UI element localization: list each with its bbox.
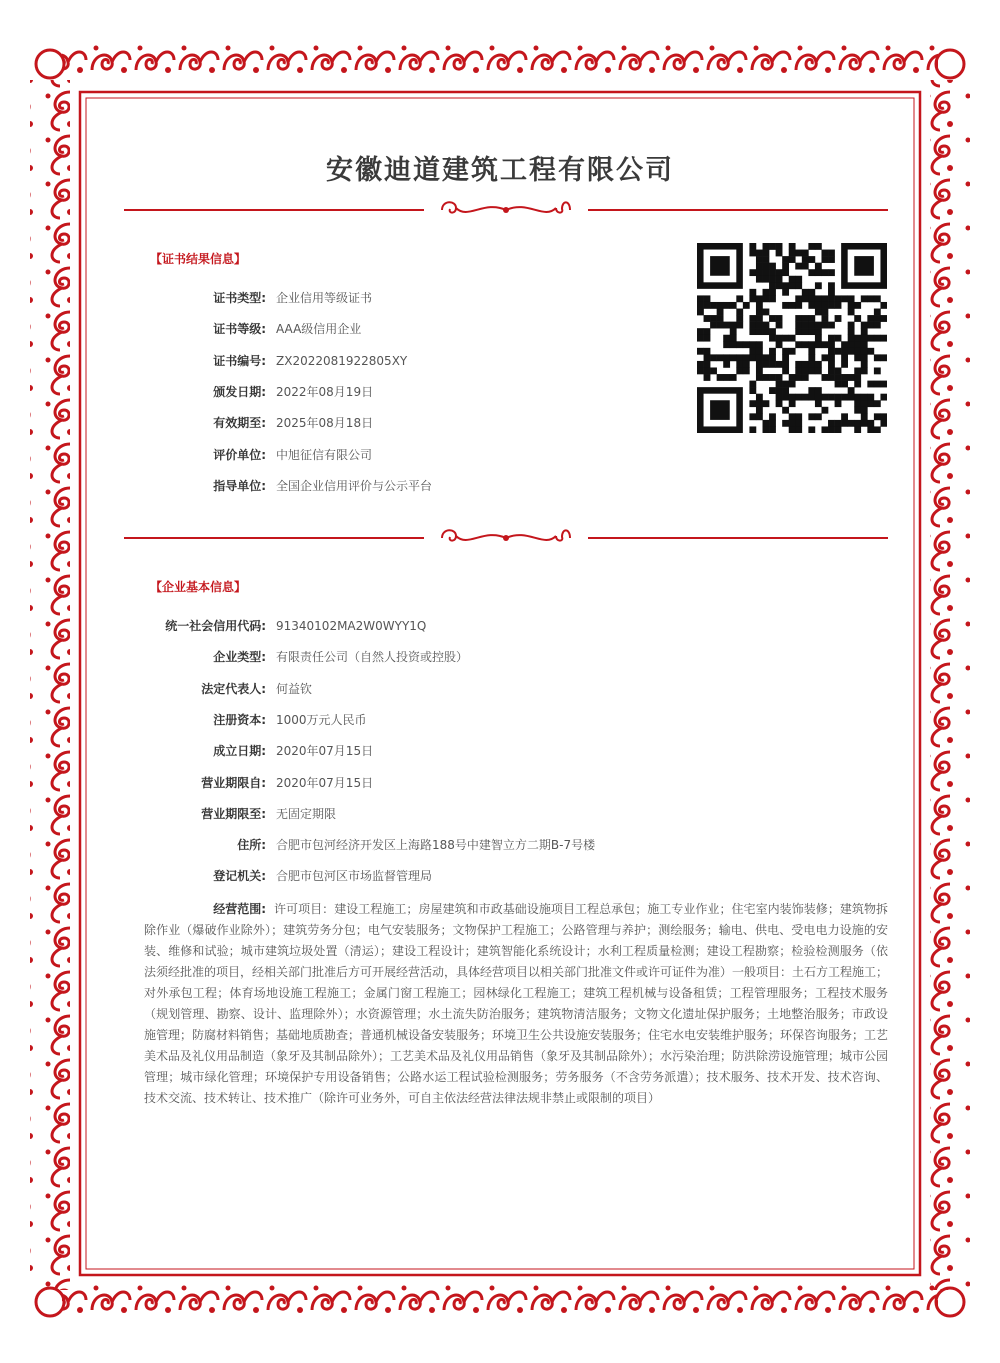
qr-code-icon xyxy=(697,243,887,433)
info-value: 2020年07月15日 xyxy=(276,744,374,759)
info-row xyxy=(140,773,900,793)
info-row xyxy=(140,741,900,761)
info-label: 统一社会信用代码: xyxy=(165,619,266,633)
info-label: 指导单位: xyxy=(213,478,266,493)
result-section-heading: 【证书结果信息】 xyxy=(150,252,247,266)
info-value: 91340102MA2W0WYY1Q xyxy=(276,619,427,633)
info-label: 登记机关: xyxy=(213,869,266,884)
info-value: AAA级信用企业 xyxy=(276,322,362,337)
info-label: 营业期限自: xyxy=(201,775,266,790)
info-label: 有效期至: xyxy=(213,416,266,431)
info-value: 何益钦 xyxy=(276,681,313,696)
info-label: 企业类型: xyxy=(213,650,266,665)
info-value: 全国企业信用评价与公示平台 xyxy=(276,478,433,493)
info-label: 住所: xyxy=(237,838,266,853)
info-label: 法定代表人: xyxy=(201,681,266,696)
business-scope-label: 经营范围: xyxy=(213,902,266,916)
ornamental-divider xyxy=(124,198,888,222)
info-value: 企业信用等级证书 xyxy=(276,291,373,305)
info-row xyxy=(140,647,900,667)
info-value: 无固定期限 xyxy=(276,806,337,821)
info-label: 成立日期: xyxy=(213,744,266,759)
info-value: 2020年07月15日 xyxy=(276,775,374,790)
info-row xyxy=(140,679,900,699)
info-value: 2025年08月18日 xyxy=(276,416,374,431)
info-label: 营业期限至: xyxy=(201,806,266,821)
info-value: 2022年08月19日 xyxy=(276,384,374,399)
info-value: 1000万元人民币 xyxy=(276,712,367,727)
info-row xyxy=(140,804,900,824)
info-row xyxy=(140,476,900,496)
info-label: 证书类型: xyxy=(213,291,266,305)
info-label: 评价单位: xyxy=(213,447,266,462)
info-row xyxy=(140,866,900,886)
basic-section-heading: 【企业基本信息】 xyxy=(150,580,247,594)
info-value: 合肥市包河区市场监督管理局 xyxy=(276,869,433,884)
info-row xyxy=(140,710,900,730)
info-label: 证书等级: xyxy=(213,322,266,337)
info-value: ZX2022081922805XY xyxy=(276,353,408,368)
info-label: 证书编号: xyxy=(213,353,266,368)
info-value: 有限责任公司（自然人投资或控股） xyxy=(276,650,469,665)
info-row xyxy=(140,835,900,855)
info-row xyxy=(140,445,900,465)
info-label: 注册资本: xyxy=(213,712,266,727)
info-row xyxy=(140,616,900,636)
ornamental-divider xyxy=(124,526,888,550)
business-scope-text: 许可项目：建设工程施工；房屋建筑和市政基础设施项目工程总承包；施工专业作业；住宅室内装饰装修；建筑物拆除作业（爆破作业除外）；建筑劳务分包；电气安装服务；文物保护工程施工；公路管理与养护；测绘服务；输电、供电、受电电力设施的安装、维修和试验；城市建筑垃圾处置（清运）；建设工程设计；建筑智能化系统设计；水利工程质量检测；建设工程勘察；检验检测服务（依法须经批准的项目，经相关部门批准后方可开展经营活动，具体经营项目以相关部门批准文件或许可证件为准）一般项目：土石方工程施工；对外承包工程；体育场地设施工程施工；金属门窗工程施工；园林绿化工程施工；建筑工程机械与设备租赁；工程管理服务；工程技术服务（规划管理、勘察、设计、监理除外）；水资源管理；水土流失防治服务；建筑物清洁服务；文物文化遗址保护服务；土地整治服务；市政设施管理；防腐材料销售；基础地质勘查；普通机械设备安装服务；环境卫生公共设施安装服务；住宅水电安装维护服务；环保咨询服务；工艺美术品及礼仪用品制造（象牙及其制品除外）；工艺美术品及礼仪用品销售（象牙及其制品除外）；水污染治理；防洪除涝设施管理；城市公园管理；城市绿化管理；环境保护专用设备销售；公路水运工程试验检测服务；劳务服务（不含劳务派遣）；技术服务、技术开发、技术咨询、技术交流、技术转让、技术推广（除许可业务外，可自主依法经营法律法规非禁止或限制的项目） xyxy=(144,902,889,1105)
info-value: 合肥市包河经济开发区上海路188号中建智立方二期B-7号楼 xyxy=(276,838,596,853)
company-title: 安徽迪道建筑工程有限公司 xyxy=(326,155,674,186)
info-value: 中旭征信有限公司 xyxy=(276,447,373,462)
info-label: 颁发日期: xyxy=(213,384,266,399)
